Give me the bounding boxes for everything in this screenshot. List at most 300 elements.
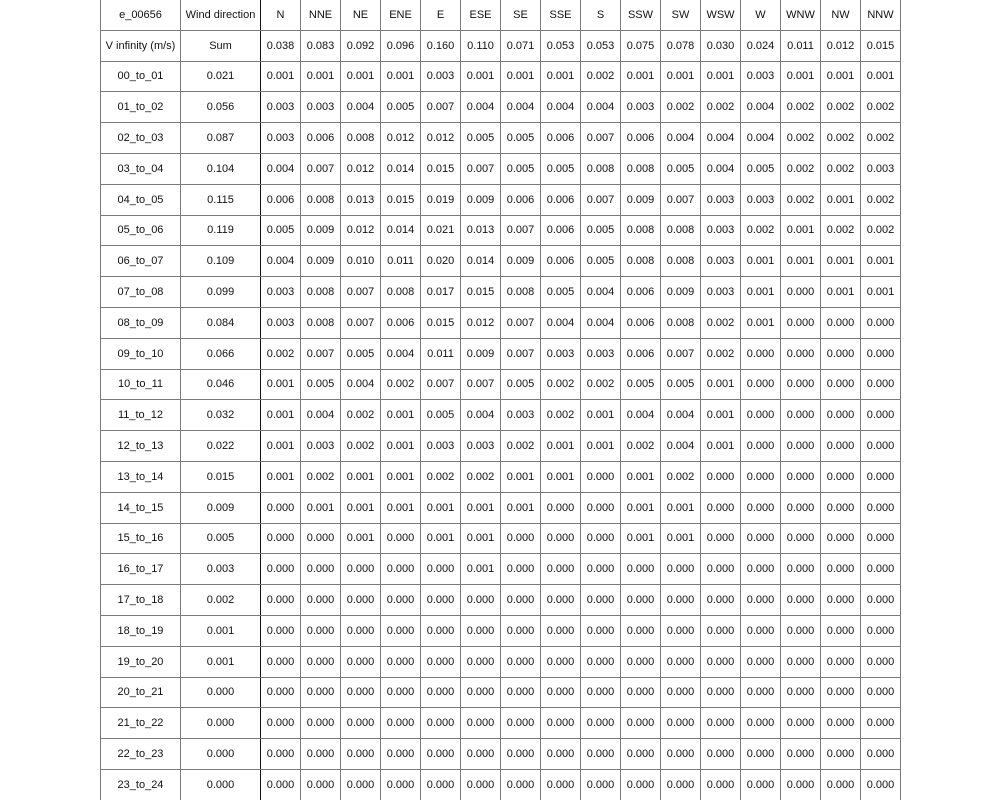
frequency-cell: 0.002 xyxy=(581,369,621,400)
frequency-cell: 0.000 xyxy=(781,369,821,400)
frequency-cell: 0.004 xyxy=(701,123,741,154)
frequency-cell: 0.000 xyxy=(501,615,541,646)
frequency-cell: 0.006 xyxy=(621,277,661,308)
frequency-cell: 0.000 xyxy=(661,769,701,799)
direction-header-cell: ENE xyxy=(381,0,421,30)
v-infinity-label: V infinity (m/s) xyxy=(101,30,181,61)
frequency-cell: 0.000 xyxy=(301,523,341,554)
frequency-cell: 0.000 xyxy=(861,400,901,431)
frequency-cell: 0.001 xyxy=(381,61,421,92)
frequency-cell: 0.001 xyxy=(741,307,781,338)
frequency-cell: 0.002 xyxy=(341,431,381,462)
row-sum-cell: 0.022 xyxy=(181,431,261,462)
direction-header-cell: W xyxy=(741,0,781,30)
frequency-cell: 0.000 xyxy=(701,554,741,585)
frequency-cell: 0.000 xyxy=(701,523,741,554)
frequency-cell: 0.000 xyxy=(821,646,861,677)
frequency-cell: 0.001 xyxy=(421,492,461,523)
frequency-cell: 0.000 xyxy=(861,739,901,770)
frequency-cell: 0.000 xyxy=(861,307,901,338)
frequency-cell: 0.001 xyxy=(861,246,901,277)
frequency-cell: 0.000 xyxy=(501,739,541,770)
wind-frequency-table xyxy=(100,0,901,800)
summary-value-cell: 0.092 xyxy=(341,30,381,61)
frequency-cell: 0.000 xyxy=(541,554,581,585)
frequency-cell: 0.002 xyxy=(621,431,661,462)
frequency-cell: 0.000 xyxy=(261,585,301,616)
frequency-cell: 0.001 xyxy=(461,61,501,92)
frequency-cell: 0.000 xyxy=(261,739,301,770)
frequency-cell: 0.004 xyxy=(581,277,621,308)
frequency-cell: 0.000 xyxy=(301,677,341,708)
sum-label: Sum xyxy=(181,30,261,61)
frequency-cell: 0.000 xyxy=(301,554,341,585)
frequency-cell: 0.020 xyxy=(421,246,461,277)
frequency-cell: 0.000 xyxy=(421,585,461,616)
frequency-cell: 0.009 xyxy=(461,184,501,215)
frequency-cell: 0.001 xyxy=(701,431,741,462)
frequency-cell: 0.003 xyxy=(621,92,661,123)
frequency-cell: 0.015 xyxy=(461,277,501,308)
frequency-cell: 0.000 xyxy=(661,615,701,646)
frequency-cell: 0.003 xyxy=(261,123,301,154)
frequency-cell: 0.012 xyxy=(381,123,421,154)
frequency-cell: 0.000 xyxy=(501,554,541,585)
frequency-cell: 0.001 xyxy=(501,461,541,492)
frequency-cell: 0.005 xyxy=(621,369,661,400)
frequency-cell: 0.008 xyxy=(621,153,661,184)
frequency-cell: 0.000 xyxy=(821,461,861,492)
summary-row xyxy=(101,30,901,61)
frequency-cell: 0.000 xyxy=(781,677,821,708)
frequency-cell: 0.003 xyxy=(261,277,301,308)
summary-value-cell: 0.011 xyxy=(781,30,821,61)
frequency-cell: 0.002 xyxy=(861,184,901,215)
row-sum-cell: 0.009 xyxy=(181,492,261,523)
frequency-cell: 0.000 xyxy=(621,585,661,616)
frequency-cell: 0.000 xyxy=(821,307,861,338)
frequency-cell: 0.000 xyxy=(701,585,741,616)
frequency-cell: 0.001 xyxy=(581,400,621,431)
frequency-cell: 0.008 xyxy=(301,307,341,338)
row-sum-cell: 0.056 xyxy=(181,92,261,123)
frequency-cell: 0.001 xyxy=(381,461,421,492)
frequency-cell: 0.002 xyxy=(861,215,901,246)
frequency-cell: 0.004 xyxy=(581,92,621,123)
table-row xyxy=(101,769,901,799)
frequency-cell: 0.012 xyxy=(461,307,501,338)
frequency-cell: 0.004 xyxy=(661,400,701,431)
frequency-cell: 0.000 xyxy=(501,708,541,739)
row-sum-cell: 0.001 xyxy=(181,615,261,646)
table-row xyxy=(101,646,901,677)
speed-bin-label: 12_to_13 xyxy=(101,431,181,462)
speed-bin-label: 17_to_18 xyxy=(101,585,181,616)
frequency-cell: 0.005 xyxy=(741,153,781,184)
frequency-cell: 0.007 xyxy=(501,215,541,246)
frequency-cell: 0.001 xyxy=(701,369,741,400)
frequency-cell: 0.015 xyxy=(381,184,421,215)
row-sum-cell: 0.002 xyxy=(181,585,261,616)
direction-header-cell: NNW xyxy=(861,0,901,30)
frequency-cell: 0.012 xyxy=(421,123,461,154)
header-row xyxy=(101,0,901,30)
frequency-cell: 0.001 xyxy=(821,61,861,92)
frequency-cell: 0.003 xyxy=(581,338,621,369)
frequency-cell: 0.000 xyxy=(341,554,381,585)
frequency-cell: 0.002 xyxy=(261,338,301,369)
frequency-cell: 0.001 xyxy=(621,61,661,92)
frequency-cell: 0.000 xyxy=(861,369,901,400)
frequency-cell: 0.000 xyxy=(501,677,541,708)
speed-bin-label: 22_to_23 xyxy=(101,739,181,770)
frequency-cell: 0.001 xyxy=(741,277,781,308)
frequency-cell: 0.001 xyxy=(821,246,861,277)
summary-value-cell: 0.038 xyxy=(261,30,301,61)
speed-bin-label: 18_to_19 xyxy=(101,615,181,646)
frequency-cell: 0.001 xyxy=(381,400,421,431)
frequency-cell: 0.000 xyxy=(701,769,741,799)
frequency-cell: 0.000 xyxy=(821,677,861,708)
frequency-cell: 0.000 xyxy=(461,769,501,799)
frequency-cell: 0.001 xyxy=(581,431,621,462)
frequency-cell: 0.000 xyxy=(381,554,421,585)
frequency-cell: 0.004 xyxy=(541,307,581,338)
frequency-cell: 0.001 xyxy=(341,61,381,92)
frequency-cell: 0.005 xyxy=(501,369,541,400)
frequency-cell: 0.000 xyxy=(661,708,701,739)
frequency-cell: 0.000 xyxy=(781,492,821,523)
frequency-cell: 0.002 xyxy=(301,461,341,492)
frequency-cell: 0.000 xyxy=(301,708,341,739)
direction-header-cell: NE xyxy=(341,0,381,30)
frequency-cell: 0.003 xyxy=(301,92,341,123)
frequency-cell: 0.000 xyxy=(341,708,381,739)
frequency-cell: 0.001 xyxy=(261,400,301,431)
frequency-cell: 0.000 xyxy=(741,677,781,708)
table-row xyxy=(101,492,901,523)
frequency-cell: 0.004 xyxy=(301,400,341,431)
frequency-cell: 0.000 xyxy=(501,523,541,554)
frequency-cell: 0.000 xyxy=(781,338,821,369)
frequency-cell: 0.000 xyxy=(461,615,501,646)
frequency-cell: 0.000 xyxy=(821,369,861,400)
frequency-cell: 0.000 xyxy=(821,400,861,431)
frequency-cell: 0.000 xyxy=(301,739,341,770)
summary-value-cell: 0.110 xyxy=(461,30,501,61)
frequency-cell: 0.000 xyxy=(421,615,461,646)
frequency-cell: 0.000 xyxy=(261,492,301,523)
frequency-cell: 0.004 xyxy=(661,123,701,154)
table-id-cell: e_00656 xyxy=(101,0,181,30)
frequency-cell: 0.002 xyxy=(661,461,701,492)
frequency-cell: 0.001 xyxy=(541,61,581,92)
frequency-cell: 0.003 xyxy=(261,307,301,338)
frequency-cell: 0.001 xyxy=(501,492,541,523)
frequency-cell: 0.000 xyxy=(621,554,661,585)
frequency-cell: 0.000 xyxy=(701,677,741,708)
frequency-cell: 0.001 xyxy=(341,492,381,523)
frequency-cell: 0.000 xyxy=(581,739,621,770)
summary-value-cell: 0.015 xyxy=(861,30,901,61)
frequency-cell: 0.001 xyxy=(541,461,581,492)
frequency-cell: 0.005 xyxy=(541,153,581,184)
frequency-cell: 0.000 xyxy=(861,585,901,616)
frequency-cell: 0.002 xyxy=(541,369,581,400)
direction-header-cell: SW xyxy=(661,0,701,30)
frequency-cell: 0.009 xyxy=(621,184,661,215)
table-row xyxy=(101,461,901,492)
frequency-cell: 0.003 xyxy=(501,400,541,431)
frequency-cell: 0.007 xyxy=(301,153,341,184)
frequency-cell: 0.000 xyxy=(821,554,861,585)
frequency-cell: 0.002 xyxy=(781,153,821,184)
frequency-cell: 0.000 xyxy=(341,585,381,616)
summary-value-cell: 0.030 xyxy=(701,30,741,61)
frequency-cell: 0.000 xyxy=(741,615,781,646)
frequency-cell: 0.001 xyxy=(261,461,301,492)
frequency-cell: 0.002 xyxy=(781,184,821,215)
frequency-cell: 0.003 xyxy=(421,61,461,92)
frequency-cell: 0.000 xyxy=(781,739,821,770)
frequency-cell: 0.000 xyxy=(781,708,821,739)
summary-value-cell: 0.024 xyxy=(741,30,781,61)
frequency-cell: 0.021 xyxy=(421,215,461,246)
frequency-cell: 0.000 xyxy=(741,369,781,400)
frequency-cell: 0.000 xyxy=(741,646,781,677)
frequency-cell: 0.007 xyxy=(581,123,621,154)
frequency-cell: 0.007 xyxy=(461,153,501,184)
frequency-cell: 0.006 xyxy=(381,307,421,338)
frequency-cell: 0.004 xyxy=(661,431,701,462)
frequency-cell: 0.005 xyxy=(261,215,301,246)
frequency-cell: 0.001 xyxy=(861,61,901,92)
table-row xyxy=(101,708,901,739)
frequency-cell: 0.000 xyxy=(421,739,461,770)
frequency-cell: 0.000 xyxy=(581,523,621,554)
row-sum-cell: 0.001 xyxy=(181,646,261,677)
frequency-cell: 0.000 xyxy=(821,585,861,616)
frequency-cell: 0.006 xyxy=(621,123,661,154)
frequency-cell: 0.004 xyxy=(341,92,381,123)
table-row xyxy=(101,215,901,246)
frequency-cell: 0.000 xyxy=(861,523,901,554)
frequency-cell: 0.000 xyxy=(541,708,581,739)
frequency-cell: 0.008 xyxy=(621,246,661,277)
summary-value-cell: 0.053 xyxy=(581,30,621,61)
frequency-cell: 0.001 xyxy=(661,523,701,554)
frequency-cell: 0.000 xyxy=(581,554,621,585)
frequency-cell: 0.001 xyxy=(421,523,461,554)
table-body xyxy=(101,0,901,800)
frequency-cell: 0.000 xyxy=(701,492,741,523)
table-row xyxy=(101,369,901,400)
frequency-cell: 0.007 xyxy=(341,277,381,308)
frequency-cell: 0.000 xyxy=(701,461,741,492)
frequency-cell: 0.011 xyxy=(421,338,461,369)
direction-header-cell: SSE xyxy=(541,0,581,30)
frequency-cell: 0.000 xyxy=(861,461,901,492)
frequency-cell: 0.001 xyxy=(501,61,541,92)
frequency-cell: 0.005 xyxy=(661,153,701,184)
frequency-cell: 0.002 xyxy=(381,369,421,400)
frequency-cell: 0.003 xyxy=(261,92,301,123)
frequency-cell: 0.001 xyxy=(781,215,821,246)
frequency-cell: 0.000 xyxy=(781,307,821,338)
frequency-cell: 0.000 xyxy=(541,769,581,799)
frequency-cell: 0.000 xyxy=(861,677,901,708)
speed-bin-label: 11_to_12 xyxy=(101,400,181,431)
frequency-cell: 0.006 xyxy=(621,307,661,338)
frequency-cell: 0.005 xyxy=(301,369,341,400)
frequency-cell: 0.004 xyxy=(261,246,301,277)
frequency-cell: 0.000 xyxy=(341,646,381,677)
speed-bin-label: 13_to_14 xyxy=(101,461,181,492)
frequency-cell: 0.013 xyxy=(341,184,381,215)
frequency-cell: 0.000 xyxy=(661,554,701,585)
frequency-cell: 0.000 xyxy=(821,739,861,770)
frequency-cell: 0.000 xyxy=(421,677,461,708)
frequency-cell: 0.001 xyxy=(821,184,861,215)
row-sum-cell: 0.021 xyxy=(181,61,261,92)
frequency-cell: 0.001 xyxy=(861,277,901,308)
direction-header-cell: SE xyxy=(501,0,541,30)
frequency-cell: 0.001 xyxy=(781,61,821,92)
row-sum-cell: 0.087 xyxy=(181,123,261,154)
table-row xyxy=(101,400,901,431)
table-row xyxy=(101,92,901,123)
frequency-cell: 0.006 xyxy=(541,215,581,246)
table-row xyxy=(101,431,901,462)
frequency-cell: 0.000 xyxy=(581,708,621,739)
frequency-cell: 0.008 xyxy=(301,277,341,308)
frequency-cell: 0.003 xyxy=(541,338,581,369)
speed-bin-label: 19_to_20 xyxy=(101,646,181,677)
frequency-cell: 0.003 xyxy=(861,153,901,184)
frequency-cell: 0.000 xyxy=(581,492,621,523)
frequency-cell: 0.002 xyxy=(461,461,501,492)
frequency-cell: 0.012 xyxy=(341,215,381,246)
frequency-cell: 0.000 xyxy=(341,739,381,770)
frequency-cell: 0.000 xyxy=(621,769,661,799)
frequency-cell: 0.005 xyxy=(661,369,701,400)
row-sum-cell: 0.104 xyxy=(181,153,261,184)
row-sum-cell: 0.000 xyxy=(181,708,261,739)
frequency-cell: 0.000 xyxy=(261,554,301,585)
table-row xyxy=(101,739,901,770)
direction-header-cell: NW xyxy=(821,0,861,30)
frequency-cell: 0.000 xyxy=(581,646,621,677)
frequency-cell: 0.001 xyxy=(261,369,301,400)
frequency-cell: 0.017 xyxy=(421,277,461,308)
frequency-cell: 0.000 xyxy=(741,554,781,585)
frequency-cell: 0.005 xyxy=(421,400,461,431)
frequency-cell: 0.000 xyxy=(821,338,861,369)
row-sum-cell: 0.000 xyxy=(181,769,261,799)
frequency-cell: 0.013 xyxy=(461,215,501,246)
row-sum-cell: 0.000 xyxy=(181,739,261,770)
speed-bin-label: 14_to_15 xyxy=(101,492,181,523)
frequency-cell: 0.001 xyxy=(301,61,341,92)
frequency-cell: 0.009 xyxy=(301,246,341,277)
frequency-cell: 0.003 xyxy=(701,184,741,215)
speed-bin-label: 23_to_24 xyxy=(101,769,181,799)
frequency-cell: 0.000 xyxy=(781,461,821,492)
frequency-cell: 0.009 xyxy=(661,277,701,308)
frequency-cell: 0.004 xyxy=(621,400,661,431)
frequency-cell: 0.000 xyxy=(261,708,301,739)
frequency-cell: 0.003 xyxy=(461,431,501,462)
frequency-cell: 0.004 xyxy=(381,338,421,369)
frequency-cell: 0.002 xyxy=(701,338,741,369)
frequency-cell: 0.015 xyxy=(421,153,461,184)
frequency-cell: 0.001 xyxy=(341,461,381,492)
frequency-cell: 0.000 xyxy=(821,431,861,462)
frequency-cell: 0.000 xyxy=(781,585,821,616)
speed-bin-label: 06_to_07 xyxy=(101,246,181,277)
speed-bin-label: 07_to_08 xyxy=(101,277,181,308)
frequency-cell: 0.000 xyxy=(461,677,501,708)
frequency-cell: 0.000 xyxy=(341,615,381,646)
frequency-cell: 0.002 xyxy=(741,215,781,246)
frequency-cell: 0.007 xyxy=(421,369,461,400)
table-row xyxy=(101,338,901,369)
summary-value-cell: 0.160 xyxy=(421,30,461,61)
table-row xyxy=(101,677,901,708)
frequency-cell: 0.003 xyxy=(741,184,781,215)
summary-value-cell: 0.012 xyxy=(821,30,861,61)
frequency-cell: 0.008 xyxy=(341,123,381,154)
frequency-cell: 0.001 xyxy=(461,554,501,585)
frequency-cell: 0.000 xyxy=(301,615,341,646)
direction-header-cell: WSW xyxy=(701,0,741,30)
frequency-cell: 0.003 xyxy=(701,246,741,277)
frequency-cell: 0.001 xyxy=(461,492,501,523)
summary-value-cell: 0.083 xyxy=(301,30,341,61)
frequency-cell: 0.000 xyxy=(821,769,861,799)
frequency-cell: 0.000 xyxy=(621,739,661,770)
frequency-cell: 0.002 xyxy=(341,400,381,431)
frequency-cell: 0.000 xyxy=(261,523,301,554)
frequency-cell: 0.000 xyxy=(781,523,821,554)
frequency-cell: 0.000 xyxy=(621,677,661,708)
frequency-cell: 0.000 xyxy=(461,585,501,616)
frequency-cell: 0.000 xyxy=(781,277,821,308)
frequency-cell: 0.000 xyxy=(541,585,581,616)
frequency-cell: 0.000 xyxy=(741,461,781,492)
frequency-cell: 0.000 xyxy=(541,739,581,770)
frequency-cell: 0.000 xyxy=(541,615,581,646)
direction-header-cell: E xyxy=(421,0,461,30)
direction-header-cell: S xyxy=(581,0,621,30)
frequency-cell: 0.000 xyxy=(661,585,701,616)
direction-header-cell: ESE xyxy=(461,0,501,30)
speed-bin-label: 08_to_09 xyxy=(101,307,181,338)
frequency-cell: 0.000 xyxy=(541,646,581,677)
frequency-cell: 0.000 xyxy=(501,646,541,677)
frequency-cell: 0.004 xyxy=(461,92,501,123)
frequency-cell: 0.019 xyxy=(421,184,461,215)
frequency-cell: 0.000 xyxy=(341,677,381,708)
row-sum-cell: 0.066 xyxy=(181,338,261,369)
frequency-cell: 0.009 xyxy=(501,246,541,277)
frequency-cell: 0.008 xyxy=(501,277,541,308)
frequency-cell: 0.003 xyxy=(421,431,461,462)
frequency-cell: 0.000 xyxy=(741,492,781,523)
frequency-cell: 0.000 xyxy=(581,769,621,799)
frequency-cell: 0.001 xyxy=(701,400,741,431)
frequency-cell: 0.001 xyxy=(341,523,381,554)
